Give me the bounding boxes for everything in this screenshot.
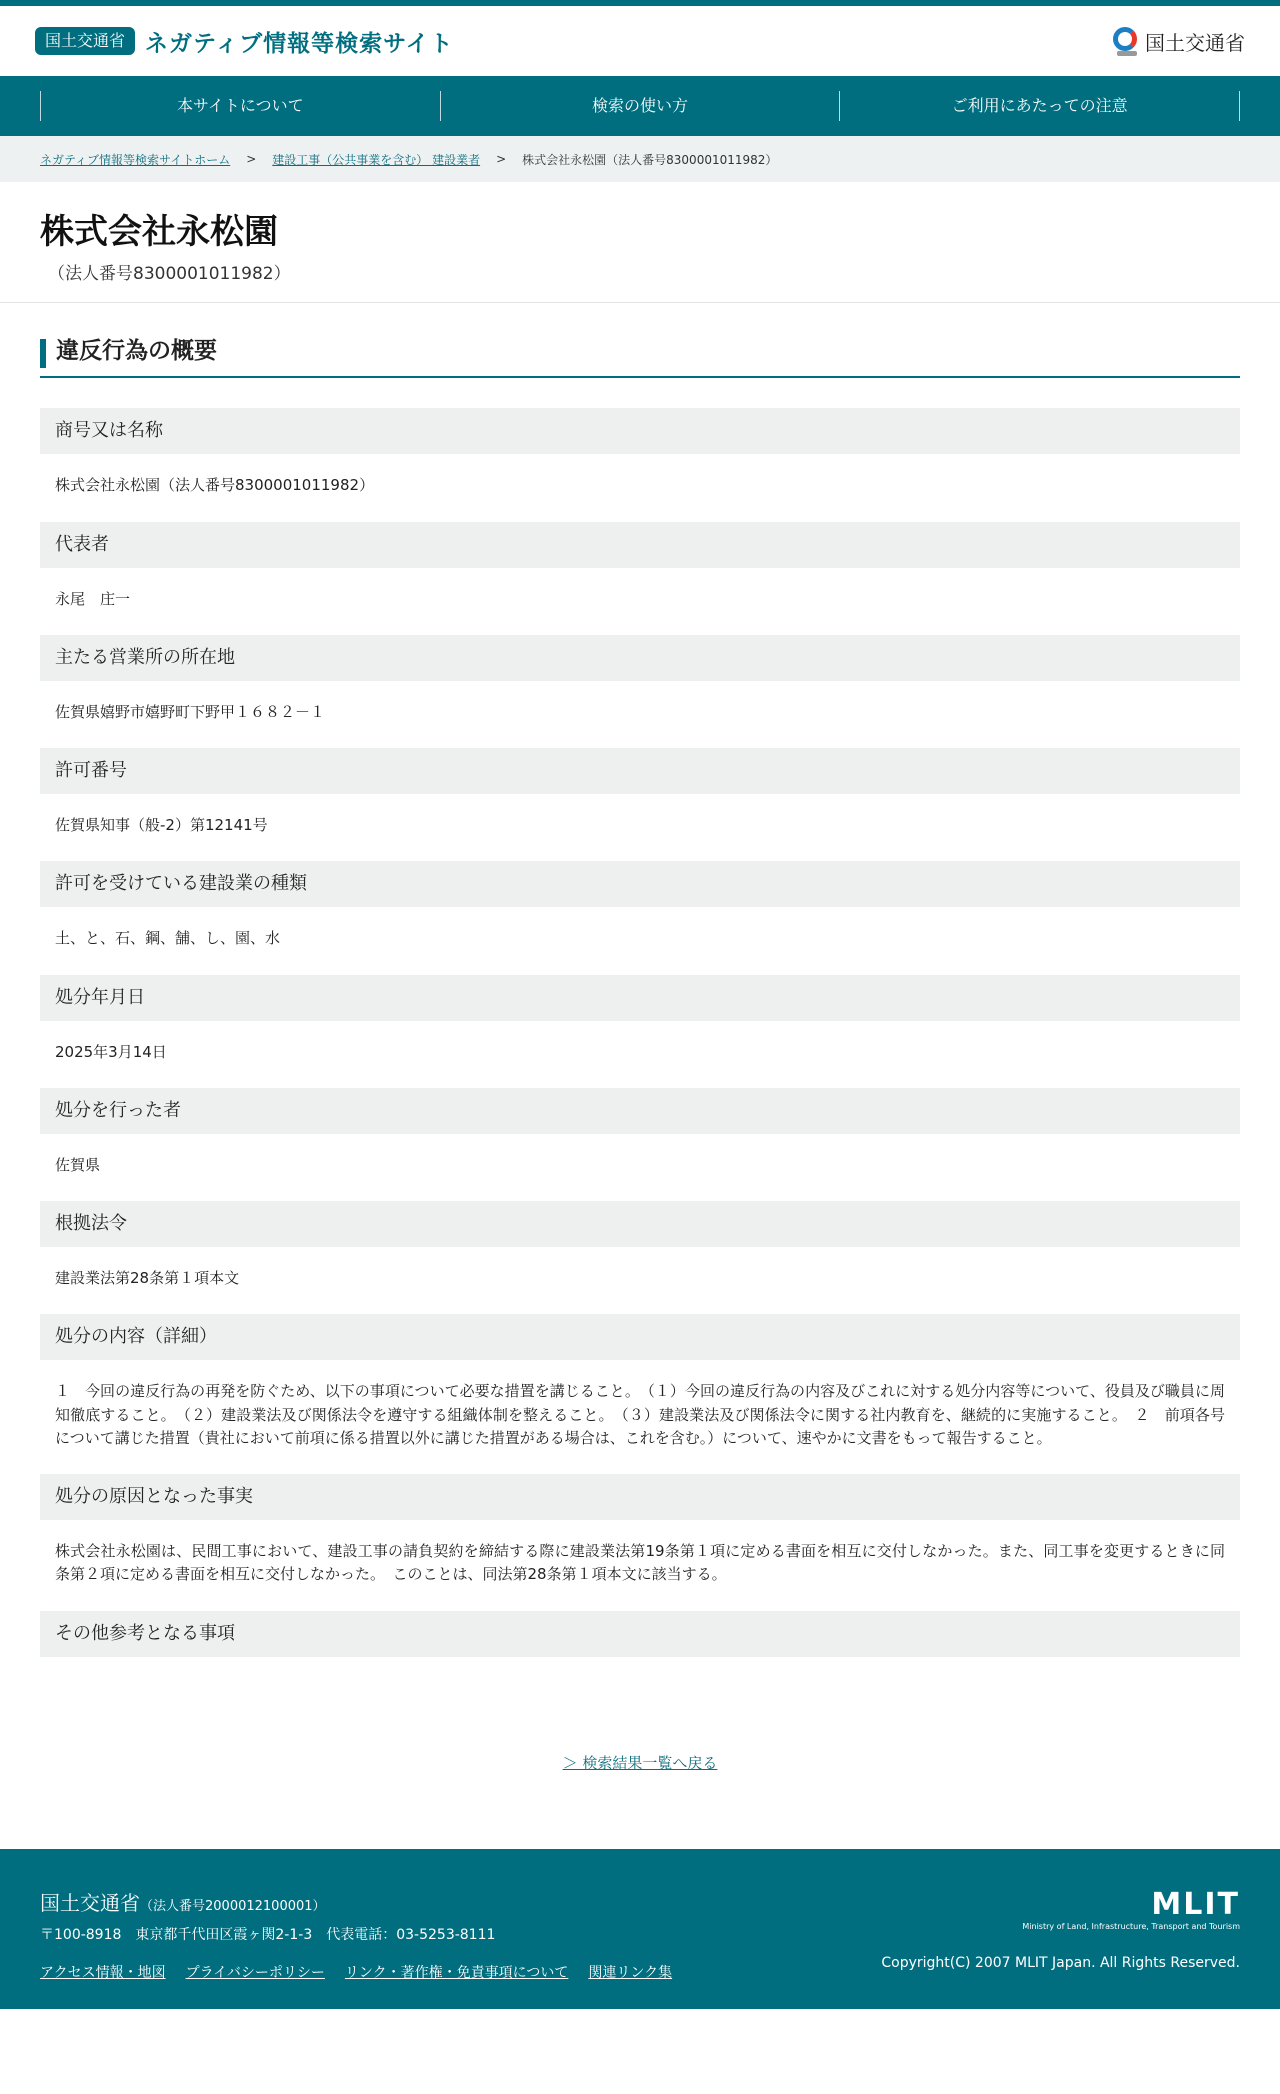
item-label: 根拠法令 [40,1201,1240,1247]
footer-logo-sub: Ministry of Land, Infrastructure, Transport and Tourism [1022,1921,1240,1931]
back-link-wrap [40,1752,1240,1773]
site-header [0,6,1280,76]
nav-about[interactable]: 本サイトについて [40,91,440,121]
footer-mlit-logo[interactable] [1022,1887,1240,1931]
footer-link-access[interactable]: アクセス情報・地図 [40,1964,166,1981]
footer-link-privacy[interactable]: プライバシーポリシー [185,1964,325,1981]
page-title: 株式会社永松園 [40,212,278,252]
item-label: 主たる営業所の所在地 [40,635,1240,681]
site-title: ネガティブ情報等検索サイト [145,30,454,57]
footer-org-number: （法人番号2000012100001） [140,1898,326,1914]
section-divider [40,376,1240,378]
item-business-types [40,861,1240,950]
item-label: 処分の原因となった事実 [40,1474,1240,1520]
item-label: 処分の内容（詳細） [40,1314,1240,1360]
company-title-block [0,182,1280,303]
section-heading: 違反行為の概要 [40,339,1240,368]
mlit-logo[interactable] [1111,26,1245,56]
item-label: その他参考となる事項 [40,1611,1240,1657]
footer-link-copyright[interactable]: リンク・著作権・免責事項について [344,1964,569,1981]
item-license-number [40,748,1240,837]
item-disposing-authority [40,1088,1240,1177]
footer-logo-word: MLIT [1151,1886,1240,1922]
item-value: 佐賀県嬉野市嬉野町下野甲１６８２－１ [55,702,326,721]
item-trade-name [40,408,1240,497]
nav-notes[interactable]: ご利用にあたっての注意 [839,91,1240,121]
item-label: 許可番号 [40,748,1240,794]
item-label: 処分年月日 [40,975,1240,1021]
ministry-badge: 国土交通省 [35,27,135,55]
corporate-number: （法人番号8300001011982） [48,264,291,284]
footer-link-related[interactable]: 関連リンク集 [588,1964,673,1981]
site-brand[interactable] [35,25,454,58]
mlit-logo-text: 国土交通省 [1145,30,1245,55]
item-value: 土、と、石、鋼、舗、し、園、水 [55,929,281,948]
item-value: １ 今回の違反行為の再発を防ぐため、以下の事項について必要な措置を講じること。 （１）今回の違反行為の内容及びこれに対する処分内容等について、役員及び職員に周知徹底すること。 （２）建設業法及び関係法令を遵守する組織体制を整えること。 （３）建設業法及び関係法令に関する社内教育を、継続的に実施すること。 ２ 前項各号について講じた措置（貴社において前項に係る措置以外に講じた措置がある場合は、これを含む。）について、速やかに文書をもって報告すること。 [55,1382,1225,1447]
breadcrumb [0,136,1280,182]
item-legal-basis [40,1201,1240,1290]
global-nav [0,76,1280,136]
item-value: 2025年3月14日 [55,1042,167,1061]
item-value: 佐賀県 [55,1155,101,1174]
item-value: 株式会社永松園（法人番号8300001011982） [55,476,375,495]
item-disposition-date [40,975,1240,1064]
breadcrumb-separator: > [246,152,257,166]
item-office-address [40,635,1240,724]
breadcrumb-category[interactable]: 建設工事（公共事業を含む） 建設業者 [272,152,481,167]
item-label: 処分を行った者 [40,1088,1240,1134]
breadcrumb-current: 株式会社永松園（法人番号8300001011982） [522,152,778,167]
item-label: 許可を受けている建設業の種類 [40,861,1240,907]
item-disposition-details [40,1314,1240,1450]
item-representative [40,522,1240,611]
footer-address: 〒100-8918 東京都千代田区霞ヶ関2-1-3 代表電話：03-5253-8111 [40,1926,496,1943]
item-value: 建設業法第28条第１項本文 [55,1269,240,1288]
nav-how-to-search[interactable]: 検索の使い方 [440,91,840,121]
item-disposition-cause [40,1474,1240,1587]
breadcrumb-home[interactable]: ネガティブ情報等検索サイトホーム [40,152,231,167]
footer-org-name: 国土交通省 [40,1890,140,1915]
mlit-emblem-icon [1111,26,1139,56]
item-label: 代表者 [40,522,1240,568]
item-other-references [40,1611,1240,1677]
back-to-results-link[interactable]: ＞ 検索結果一覧へ戻る [562,1753,718,1772]
site-footer [0,1849,1280,2009]
main-content [0,303,1280,1773]
item-value: 佐賀県知事（般-2）第12141号 [55,816,268,835]
item-label: 商号又は名称 [40,408,1240,454]
item-value [40,1657,1240,1677]
item-value: 株式会社永松園は、民間工事において、建設工事の請負契約を締結する際に建設業法第19条第１項に定める書面を相互に交付しなかった。また、同工事を変更するときに同条第２項に定める書面を相互に交付しなかった。 このことは、同法第28条第１項本文に該当する。 [55,1542,1225,1584]
item-value: 永尾 庄一 [55,589,131,608]
breadcrumb-separator: > [496,152,507,166]
footer-copyright: Copyright(C) 2007 MLIT Japan. All Rights Reserved. [881,1954,1240,1971]
